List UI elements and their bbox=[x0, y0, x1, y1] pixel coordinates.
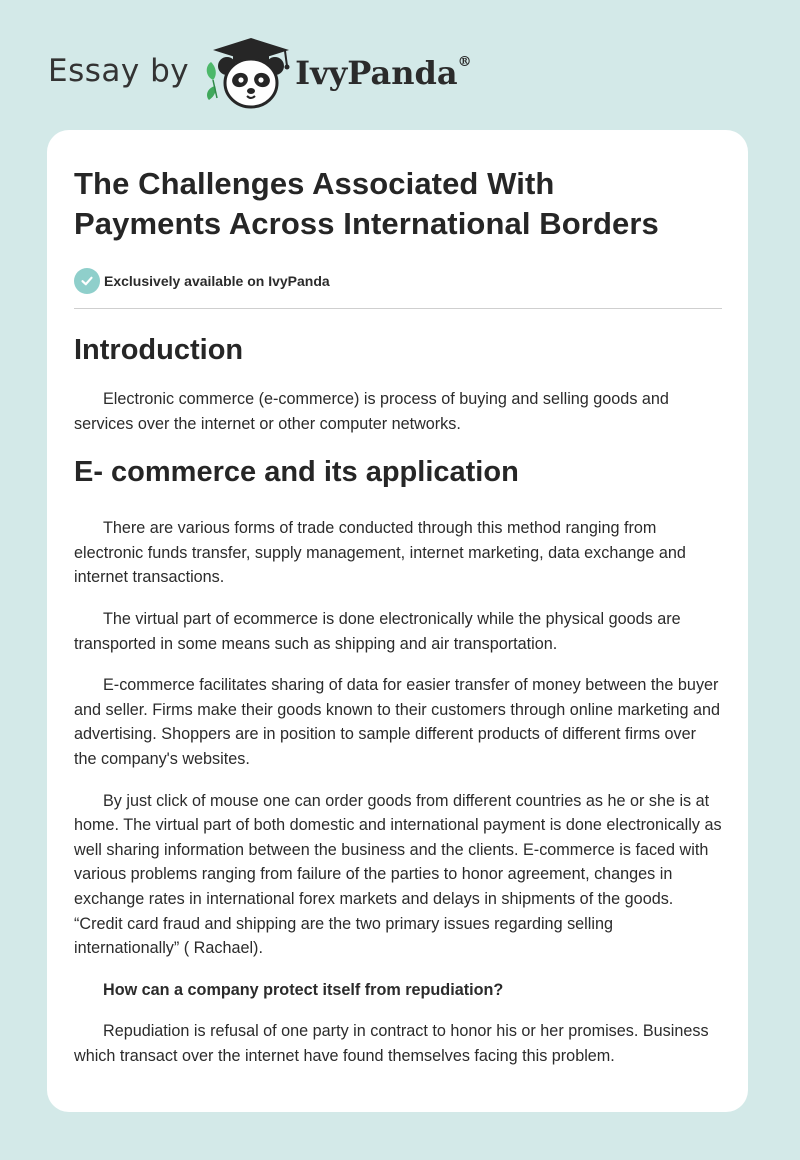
badge-text: Exclusively available on IvyPanda bbox=[104, 273, 330, 289]
paragraph: Repudiation is refusal of one party in contract to honor his or her promises. Business which transact over the internet have found themselves facing this problem. bbox=[74, 1022, 709, 1065]
title-line-1: The Challenges Associated With bbox=[74, 166, 555, 201]
paragraph: Electronic commerce (e-commerce) is process of buying and selling goods and services over the internet or other computer networks. bbox=[74, 390, 669, 433]
section-heading-ecommerce: E- commerce and its application bbox=[74, 456, 519, 489]
check-circle-icon bbox=[74, 268, 100, 294]
brand-header bbox=[48, 36, 472, 112]
divider bbox=[74, 308, 722, 309]
exclusive-badge bbox=[74, 268, 722, 294]
paragraph: By just click of mouse one can order goods from different countries as he or she is at home. The virtual part of both domestic and international payment is done electronically as well sharing information between the business and the clients. E-commerce is faced with various problems ranging from failure of the parties to honor agreement, changes in exchange rates in international forex markets and delays in shipments of the goods. “Credit card fraud and shipping are the two primary issues regarding selling internationally” ( Rachael). bbox=[74, 791, 722, 958]
essay-title bbox=[74, 164, 722, 244]
brand-name: IvyPanda® bbox=[295, 54, 472, 92]
section-heading-introduction: Introduction bbox=[74, 334, 244, 366]
panda-graduate-icon bbox=[203, 36, 299, 112]
paragraph: E-commerce facilitates sharing of data for easier transfer of money between the buyer and seller. Firms make their goods known to their customers through online marketing and advertising. Shoppers are in position to sample different products of different firms over the company's websites. bbox=[74, 676, 721, 768]
title-line-2: Payments Across International Borders bbox=[74, 206, 659, 241]
subheading-question: How can a company protect itself from repudiation? bbox=[103, 980, 504, 999]
paragraph: There are various forms of trade conducted through this method ranging from electronic funds transfer, supply management, internet marketing, data exchange and internet transactions. bbox=[74, 519, 686, 587]
essay-by-label: Essay by bbox=[48, 53, 190, 89]
paragraph: The virtual part of ecommerce is done electronically while the physical goods are transported in some means such as shipping and air transportation. bbox=[74, 609, 681, 653]
essay-card bbox=[47, 130, 748, 1112]
